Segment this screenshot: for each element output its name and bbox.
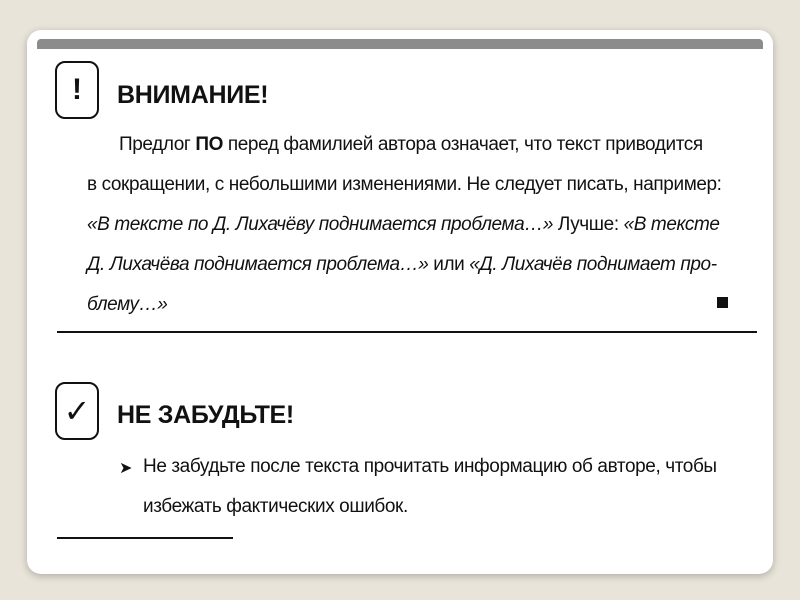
bold-preposition: ПО — [195, 134, 223, 155]
attention-line-1 — [119, 125, 703, 165]
right-example: Д. Лихачёва поднимается проблема…» — [87, 254, 429, 275]
attention-line-2: в сокращении, с небольшими изменениями. Не следует писать, например: — [87, 174, 722, 195]
attention-line-3 — [87, 205, 720, 245]
right-example: блему…» — [87, 294, 168, 315]
checkmark-icon: ✓ — [55, 382, 99, 440]
slide-content — [37, 49, 763, 519]
text-run: Предлог — [119, 134, 196, 155]
section-divider — [57, 331, 757, 333]
end-square-icon — [717, 297, 728, 308]
right-example: «Д. Лихачёв поднимает про- — [469, 254, 717, 275]
attention-line-4 — [87, 245, 717, 285]
bullet-arrow-icon: ➤ — [119, 460, 133, 477]
reminder-line-1: Не забудьте после текста прочитать информацию об авторе, чтобы — [143, 456, 717, 477]
footnote-rule — [57, 537, 233, 539]
wrong-example: «В тексте по Д. Лихачёву поднимается проблема…» — [87, 214, 554, 235]
reminder-title: НЕ ЗАБУДЬТЕ! — [117, 401, 294, 429]
exclamation-icon: ! — [55, 61, 99, 119]
attention-title: ВНИМАНИЕ! — [117, 81, 269, 109]
reminder-line-2: избежать фактических ошибок. — [143, 496, 408, 517]
text-run: перед фамилией автора означает, что текст приводится — [222, 134, 703, 155]
right-example: «В тексте — [623, 214, 720, 235]
text-run: или — [428, 254, 470, 275]
attention-line-5 — [87, 285, 167, 325]
slide-top-bar — [37, 39, 763, 49]
text-run: Лучше: — [553, 214, 624, 235]
